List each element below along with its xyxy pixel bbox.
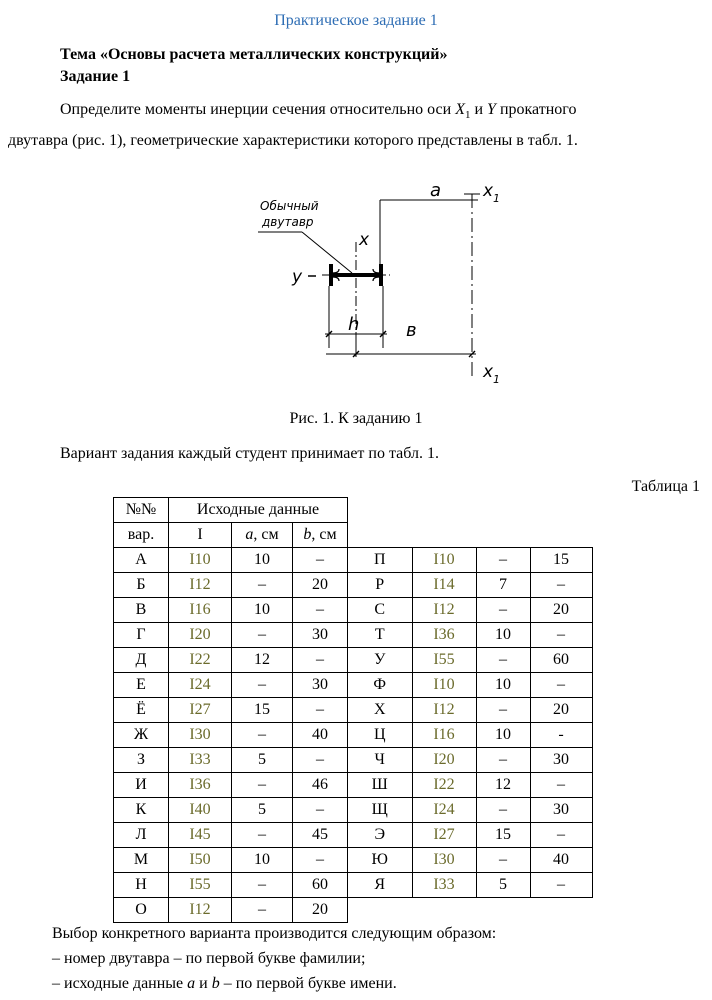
- cell-i: I16: [169, 598, 232, 623]
- cell-b2: –: [530, 573, 592, 598]
- cell-i2: I27: [412, 823, 476, 848]
- header-b-unit: , см: [311, 526, 337, 543]
- selection-post: – по первой букве имени.: [219, 975, 397, 992]
- header-variant: вар.: [114, 523, 169, 548]
- cell-b: 40: [293, 723, 348, 748]
- header-profile: I: [169, 523, 232, 548]
- table-row: [114, 548, 593, 573]
- cell-l2: Ц: [348, 723, 413, 748]
- intro-text-pre: Определите моменты инерции сечения относительно оси: [60, 101, 456, 118]
- cell-b: 20: [293, 898, 348, 923]
- topic-title: Тема «Основы расчета металлических конструкций»: [60, 46, 448, 63]
- table-row: [114, 873, 593, 898]
- x1-axis-label-bottom: x: [483, 362, 494, 382]
- cell-i2: I30: [412, 848, 476, 873]
- cell-a: 10: [232, 848, 293, 873]
- cell-a2: –: [476, 698, 530, 723]
- cell-i2: I33: [412, 873, 476, 898]
- header-a-symbol: a: [245, 526, 254, 543]
- selection-a: a: [187, 975, 196, 992]
- cell-i2: I14: [412, 573, 476, 598]
- variant-instruction: Вариант задания каждый студент принимает по табл. 1.: [60, 445, 439, 462]
- cell-l2: Т: [348, 623, 413, 648]
- cell-l2: П: [348, 548, 413, 573]
- cell-b: –: [293, 698, 348, 723]
- cell-l: М: [114, 848, 169, 873]
- cell-l: Д: [114, 648, 169, 673]
- cell-b2: –: [530, 823, 592, 848]
- table-row: [114, 773, 593, 798]
- cell-i2: I36: [412, 623, 476, 648]
- cell-a: 12: [232, 648, 293, 673]
- figure-caption: Рис. 1. К заданию 1: [289, 410, 423, 427]
- intro-text-post: прокатного: [495, 101, 577, 118]
- h-dimension-label: h: [348, 314, 360, 335]
- cell-b2: 15: [530, 548, 592, 573]
- cell-l: Ж: [114, 723, 169, 748]
- header-a-unit: , см: [253, 526, 279, 543]
- x-axis-subscript: 1: [464, 109, 471, 122]
- b-dimension-label: в: [406, 320, 417, 341]
- cell-b: –: [293, 848, 348, 873]
- cell-b: –: [293, 798, 348, 823]
- cell-a2: –: [476, 548, 530, 573]
- cell-l: Н: [114, 873, 169, 898]
- cell-i: I27: [169, 698, 232, 723]
- cell-i2: I10: [412, 548, 476, 573]
- cell-b: 46: [293, 773, 348, 798]
- cell-a: –: [232, 823, 293, 848]
- cell-b2: 20: [530, 698, 592, 723]
- selection-pre: – исходные данные: [52, 975, 188, 992]
- cell-i: I40: [169, 798, 232, 823]
- cell-a2: 7: [476, 573, 530, 598]
- cell-l: А: [114, 548, 169, 573]
- cell-a2: 10: [476, 673, 530, 698]
- cell-l: И: [114, 773, 169, 798]
- cell-a: –: [232, 898, 293, 923]
- cell-b: 30: [293, 673, 348, 698]
- cell-l: В: [114, 598, 169, 623]
- intro-line-1: [60, 101, 576, 121]
- selection-b: b: [211, 975, 220, 992]
- cell-b: 45: [293, 823, 348, 848]
- cell-i: I12: [169, 898, 232, 923]
- cell-b: 30: [293, 623, 348, 648]
- table-row: [114, 748, 593, 773]
- cell-b: –: [293, 648, 348, 673]
- cell-a: 5: [232, 798, 293, 823]
- cell-i2: I22: [412, 773, 476, 798]
- cell-i: I10: [169, 548, 232, 573]
- x-axis-symbol: X: [455, 101, 465, 118]
- intro-and: и: [470, 101, 488, 118]
- cell-i2: I24: [412, 798, 476, 823]
- table-row: [114, 673, 593, 698]
- table-row: [114, 823, 593, 848]
- cell-b2: –: [530, 673, 592, 698]
- cell-i2: I16: [412, 723, 476, 748]
- cell-a2: –: [476, 598, 530, 623]
- cell-a2: –: [476, 798, 530, 823]
- cell-l2: Ф: [348, 673, 413, 698]
- table-body: [114, 548, 593, 923]
- cell-a2: 10: [476, 623, 530, 648]
- table-caption: Таблица 1: [631, 478, 700, 495]
- a-dimension-label: a: [430, 180, 442, 201]
- cell-a: 15: [232, 698, 293, 723]
- x1-axis-label-top: x: [483, 181, 494, 201]
- cell-a: –: [232, 773, 293, 798]
- selection-and: и: [195, 975, 212, 992]
- i-beam-figure: [240, 172, 520, 392]
- table-row: [114, 698, 593, 723]
- x1-axis-subscript-top: 1: [493, 192, 500, 205]
- cell-a2: 12: [476, 773, 530, 798]
- cell-l2: Р: [348, 573, 413, 598]
- cell-b: –: [293, 748, 348, 773]
- variants-table: [113, 497, 593, 923]
- cell-l: Л: [114, 823, 169, 848]
- cell-a2: –: [476, 748, 530, 773]
- table-row: [114, 848, 593, 873]
- cell-i2: I12: [412, 698, 476, 723]
- table-row: [114, 798, 593, 823]
- cell-a: –: [232, 623, 293, 648]
- cell-a: 5: [232, 748, 293, 773]
- y-axis-symbol: Y: [487, 101, 496, 118]
- cell-a: –: [232, 873, 293, 898]
- cell-i2: I10: [412, 673, 476, 698]
- selection-line-3: [52, 975, 397, 993]
- cell-l2: Щ: [348, 798, 413, 823]
- cell-a: –: [232, 673, 293, 698]
- cell-a: 10: [232, 548, 293, 573]
- table-row: [114, 648, 593, 673]
- cell-l2: Ш: [348, 773, 413, 798]
- beam-label-line2: двутавр: [262, 215, 314, 229]
- cell-b2: -: [530, 723, 592, 748]
- cell-l2: Ю: [348, 848, 413, 873]
- cell-i2: I12: [412, 598, 476, 623]
- cell-i: I24: [169, 673, 232, 698]
- cell-b2: –: [530, 623, 592, 648]
- table-row: [114, 573, 593, 598]
- cell-a: 10: [232, 598, 293, 623]
- cell-i: I55: [169, 873, 232, 898]
- cell-l: Б: [114, 573, 169, 598]
- cell-b2: 30: [530, 798, 592, 823]
- y-axis-label: y: [292, 267, 303, 287]
- task-label: Задание 1: [60, 68, 131, 85]
- cell-i: I45: [169, 823, 232, 848]
- cell-b2: 20: [530, 598, 592, 623]
- cell-a2: –: [476, 848, 530, 873]
- cell-l2: Ч: [348, 748, 413, 773]
- cell-i: I22: [169, 648, 232, 673]
- cell-b2: 30: [530, 748, 592, 773]
- cell-i2: I20: [412, 748, 476, 773]
- cell-l: З: [114, 748, 169, 773]
- cell-b: –: [293, 598, 348, 623]
- cell-l: К: [114, 798, 169, 823]
- cell-l2: Я: [348, 873, 413, 898]
- header-input-data: Исходные данные: [169, 498, 348, 523]
- intro-line-2: двутавра (рис. 1), геометрические характеристики которого представлены в табл. 1.: [8, 132, 578, 149]
- cell-l2: С: [348, 598, 413, 623]
- cell-l: Ё: [114, 698, 169, 723]
- selection-line-1: Выбор конкретного варианта производится следующим образом:: [52, 925, 497, 942]
- x-axis-label: x: [359, 230, 370, 250]
- cell-a2: 15: [476, 823, 530, 848]
- cell-b: 20: [293, 573, 348, 598]
- table-row: [114, 898, 593, 923]
- cell-l2: Э: [348, 823, 413, 848]
- beam-label-line1: Обычный: [260, 199, 319, 213]
- cell-l2: У: [348, 648, 413, 673]
- cell-b2: –: [530, 773, 592, 798]
- header-number: №№: [114, 498, 169, 523]
- table-row: [114, 723, 593, 748]
- header-a: [232, 523, 293, 548]
- header-b-symbol: b: [303, 526, 312, 543]
- cell-a: –: [232, 723, 293, 748]
- cell-a2: 5: [476, 873, 530, 898]
- cell-i: I12: [169, 573, 232, 598]
- x1-axis-subscript-bottom: 1: [493, 373, 500, 386]
- cell-b2: –: [530, 873, 592, 898]
- cell-l: Е: [114, 673, 169, 698]
- cell-i: I50: [169, 848, 232, 873]
- cell-b2: 40: [530, 848, 592, 873]
- cell-i: I20: [169, 623, 232, 648]
- cell-i2: I55: [412, 648, 476, 673]
- cell-l2: Х: [348, 698, 413, 723]
- cell-i: I30: [169, 723, 232, 748]
- cell-i: I36: [169, 773, 232, 798]
- cell-b2: 60: [530, 648, 592, 673]
- cell-l: О: [114, 898, 169, 923]
- cell-a: –: [232, 573, 293, 598]
- cell-b: –: [293, 548, 348, 573]
- page-heading: Практическое задание 1: [274, 12, 438, 29]
- selection-line-2: – номер двутавра – по первой букве фамилии;: [52, 950, 366, 967]
- cell-l: Г: [114, 623, 169, 648]
- header-b: [293, 523, 348, 548]
- cell-a2: 10: [476, 723, 530, 748]
- cell-i: I33: [169, 748, 232, 773]
- table-row: [114, 598, 593, 623]
- cell-b: 60: [293, 873, 348, 898]
- cell-a2: –: [476, 648, 530, 673]
- table-row: [114, 623, 593, 648]
